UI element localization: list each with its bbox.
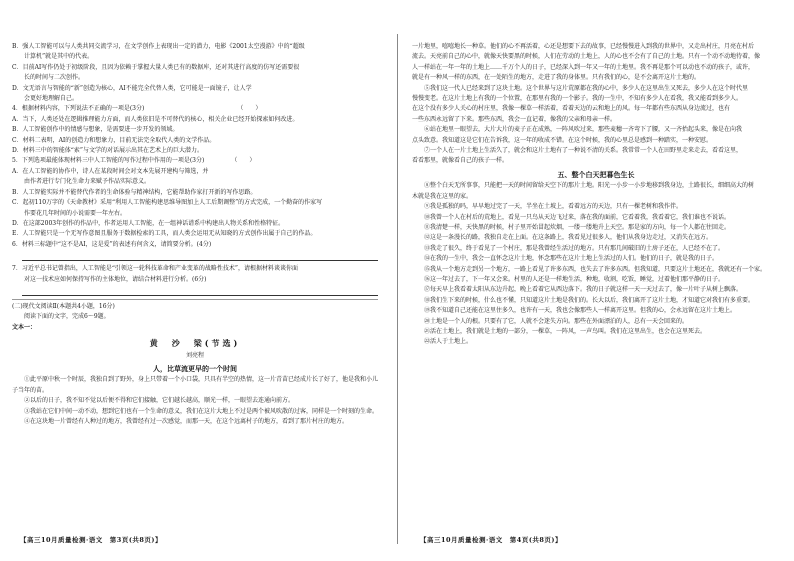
option-d: D．材料三中的智能体“索”与文学的对话展示出其在艺术上的巨大潜力。 <box>12 147 203 155</box>
paragraph: ㉒活人于土地上。 <box>424 338 473 346</box>
paragraph: ⑱我们生下来的时候，什么也不懂，只知道这片土地是我们的。长大以后，我们离开了这片土地，才知道它对我们有多重要。 <box>424 296 755 304</box>
text-line: 长的时间与二次创作。 <box>24 74 85 82</box>
paragraph: ④在这块地一片曾经有人种过的地方，我曾经有过一次感觉，而那一天，在这个远离村子的地方，看到了那片村庄的地方。 <box>24 418 349 425</box>
left-column <box>12 42 378 427</box>
paragraph: ③我站在它们中间一动不动，想到它们也有一个生命的意义，我们在这片大地上不过是两个被风吹散的过客，同样是一个时刻的生命。 <box>24 407 379 415</box>
paragraph: ⑬我走了很久，终于看见了一个村庄，那是我曾经生活过的地方。只有那几间破旧的土房子还在，人已经不在了。 <box>424 244 725 252</box>
text-line: B．强人工智能可以与人类共同交流学习，在文学创作上表现出一定的潜力，电影《2001太空漫游》中的“超级 <box>12 43 305 50</box>
paragraph: ⑮我从一个地方走到另一个地方，一路上看见了许多东西，也失去了许多东西。但我知道，只要这片土地还在，我就还有一个家。 <box>424 265 767 273</box>
article-author: 刘亮程 <box>185 351 204 359</box>
divider <box>12 299 378 300</box>
text-line: C．目前AI写作仍处于初级阶段，且因为依赖于掌握大量人类已有的数据库，还对其进行高度的仿写还需要很 <box>12 63 300 71</box>
text-line: 作要花几年时间的小说需要一年左右。 <box>24 209 127 217</box>
paragraph: ⑪我清楚一样，天快黑的时候，村子里开始冒起炊烟，一缕一缕地升上天空。那是家的方向，每一个人都在往回走。 <box>424 223 731 231</box>
text-label: 文本一： <box>12 323 37 331</box>
page-divider <box>397 34 398 544</box>
text-line: ⑥站在地里一眼望去，大片大片的麦子正在成熟，一阵风吹过来，那些麦穗一齐弯下了腰，又一齐抬起头来，像是在向我 <box>424 126 743 134</box>
paragraph: ⑲我不知道自己还能在这里住多久，也许有一天，我也会像那些人一样离开这里。但我的心，会永远留在这片土地上。 <box>424 307 737 315</box>
instruction: 阅读下面的文字，完成6～9题。 <box>24 313 110 321</box>
text-line: 计算机”就是其中的代表。 <box>24 53 94 61</box>
paragraph: ⑭在我的一生中，我会一直怀念这片土地，怀念那些在这片土地上生活过的人们。他们的日子，就是我的日子。 <box>424 255 719 263</box>
paragraph: ⑨我是孤独的吗，早早地过完了一天，半坐在土坡上，看着远方的天边，只有一棵老树和我作伴。 <box>424 203 683 211</box>
paragraph: ②以后的日子，我不知不觉以后便不得和它们接触，它们越长越高，顺光一样，一眼望去连通向前方。 <box>24 397 295 405</box>
text-line: 由作者进行专门化生命力来赋予作品实际意义。 <box>24 178 151 186</box>
page-footer-right: 【高三10月质量检测·语文 第4页(共8页)】 <box>420 536 563 544</box>
text-line: 一些东西永远留了下来。那些东西，我会一直记着，像我的父亲和母亲一样。 <box>412 115 617 123</box>
answer-line[interactable] <box>22 286 378 296</box>
text-line: 在这个没有多少人关心的村庄里，我像一棵草一样活着，看着天边的云和地上的风。每一年都有些东西从身边流过，也有 <box>412 105 731 113</box>
option-b: B．人工智能创作中的情感与想象，是需要进一步开发的领域。 <box>12 126 179 134</box>
text-line: ⑤我们这一代人已经来到了这块土地。这个世界与这片荒原都在我的心中，多少人在这里出生又死去，多少人在这个时代里 <box>424 84 749 92</box>
text-line: 流去。天亮前自己的心中，就像天快要黑的时候，人们在劳动的土地上，人的心也不会有了自己的土地。只有一个动不动地待着，像 <box>412 53 761 61</box>
answer-line[interactable] <box>22 251 378 261</box>
text-line: 慢慢变老。在这片土地上有我的一个位置，在那里有我的一个影子。我的一生中，不知有多少人在看我，我又能看到多少人。 <box>412 95 743 103</box>
text-line: 看看那里，就像看自己的孩子一样。 <box>412 157 509 165</box>
text-line: 对这一技术应如何保持写作的主体地位，请结合材料进行分析。(6分) <box>24 275 207 283</box>
option-a: A．在人工智能的协作中，诗人在某段时间会对文本先展开建构与筛选，并 <box>12 167 209 175</box>
text-line: 会更好地理解自己。 <box>24 95 79 103</box>
text-line: 一片地里，嘻嘻地长一种草。他们的心不再活着，心还是想要下去的故事，已经慢慢进入到我的世界中，又走出村庄，月亮在村后 <box>412 43 755 50</box>
text-line: 人一样站在一年一年的土地上……千万个人的日子，已经深入到一年又一年的土地里。我不再是那个可以动也不动的孩子，或许， <box>412 63 755 71</box>
paragraph: ⑰每天早上我看着太阳从东边升起，晚上看着它从西边落下。我的日子就这样一天一天过去了，像一片叶子从树上飘落。 <box>424 286 743 294</box>
article-title: 黄 沙 梁(节选) <box>149 338 241 349</box>
article-subtitle: 人，比草流更早的一个时间 <box>153 363 237 373</box>
option-a: A．当下，人类还处在逻辑推理能力方面，而人类依旧是不可替代的核心，相关企业已经开始探索如何改进。 <box>12 115 299 123</box>
text-line: D．文无语言与智能的“新”创造为核心，AI不能完全代替人类，它可能是一面镜子，让人学 <box>12 84 252 92</box>
paragraph: ⑫这是一条漫长的路，我独自走在上面。在这条路上，我看见过很多人，他们从我身边走过，又消失在远方。 <box>424 234 713 242</box>
section-title: 五、整个白天把暮色生长 <box>557 169 635 179</box>
option-c: C．起初110万字的《天命教材》采用“利用人工智能构建思维导图加上人工后期调整”的方式完成，一个勤奋的作家写 <box>12 199 323 207</box>
question-7: 7．习近平总书记曾指出，人工智能是“引领这一轮科技革命和产业变革的战略性技术”，请根据材料谈谈你面 <box>12 265 298 273</box>
paragraph: ⑩我曾一个人在村后的荒地上，看见一只鸟从天边飞过来，落在我的面前，它看着我，我看着它，我们谁也不说话。 <box>424 213 731 221</box>
section-heading: (二)现代文阅读Ⅱ(本题共4小题，16分) <box>12 302 115 310</box>
page-footer-left: 【高三10月质量检测·语文 第3页(共8页)】 <box>20 536 163 544</box>
option-c: C．材料二表明，AI的创造力和想象力，目前无法完全取代人类的文学作品。 <box>12 136 216 144</box>
question-5: 5．下列选项最能体现材料三中人工智能的写作过程中作用的一项是(3分) （ ） <box>12 157 256 165</box>
paragraph: ⑧整个白天无所事事，只能把一天的时间留给天空下的那片土地。阳光一小步一小步地移到我身边，土路很长，细细高大的树 <box>424 182 755 190</box>
option-e: E．人工智能只是一个无写作意图且服务于数据检索的工具，而人类会运用无从知晓的方式创作出属于自己的作品。 <box>12 230 317 238</box>
option-b: B．人工智能实际并不能替代作者的生命体验与精神结构，它能帮助作家打开新的写作思路。 <box>12 188 257 196</box>
text-line: ⑦一个人在一片土地上生活久了，就会和这片土地有了一种说不清的关系。我常常一个人在田野里走来走去，看看这里， <box>424 147 743 155</box>
text-line: 点头致意。我知道这是它们在告诉我，这一年的收成不错。在这个时候，我的心里总是感到一种踏实，一种安慰。 <box>412 136 713 144</box>
option-d: D．在这部2003年创作的作品中，作者运用人工智能，在一组神话谱系中构建出人物关系和性格特征。 <box>12 219 285 227</box>
text-line: 就是有一种风一样的东西，在一处陌生的地方，走进了我的身体里。只有我们的心，是不会离开这片土地的。 <box>412 74 701 82</box>
paragraph: ⑯这一年过去了，下一年又会来。村里的人还是一样地生活，种地，收割，吃饭，睡觉，过着他们那平静的日子。 <box>424 275 725 283</box>
question-6: 6．材料三标题中“这不是AI，这是爱”的表述有何含义，请简要分析。(4分) <box>12 240 212 248</box>
paragraph: ①此平原中秋一个时辰，我独自到了野外，身上只带着一个小口袋，只具有半空的热情，这一片青苗已经成片长了好了，他是我和小儿子当年的苗。 <box>12 376 379 394</box>
question-4: 4．根据材料内容，下列说法不正确的一项是(3分) （ ） <box>12 105 262 113</box>
paragraph: 木就是我在这里的家。 <box>412 192 473 200</box>
right-column <box>412 42 780 348</box>
paragraph: ⑳土地是一个人的根。只要有了它，人就不会迷失方向。那些在外面漂泊的人，总有一天会回来的。 <box>424 317 689 325</box>
paragraph: ㉑活在土地上，我们就是土地的一部分，一棵草，一阵风，一声鸟叫。我们在这里出生，也会在这里死去。 <box>424 327 707 335</box>
